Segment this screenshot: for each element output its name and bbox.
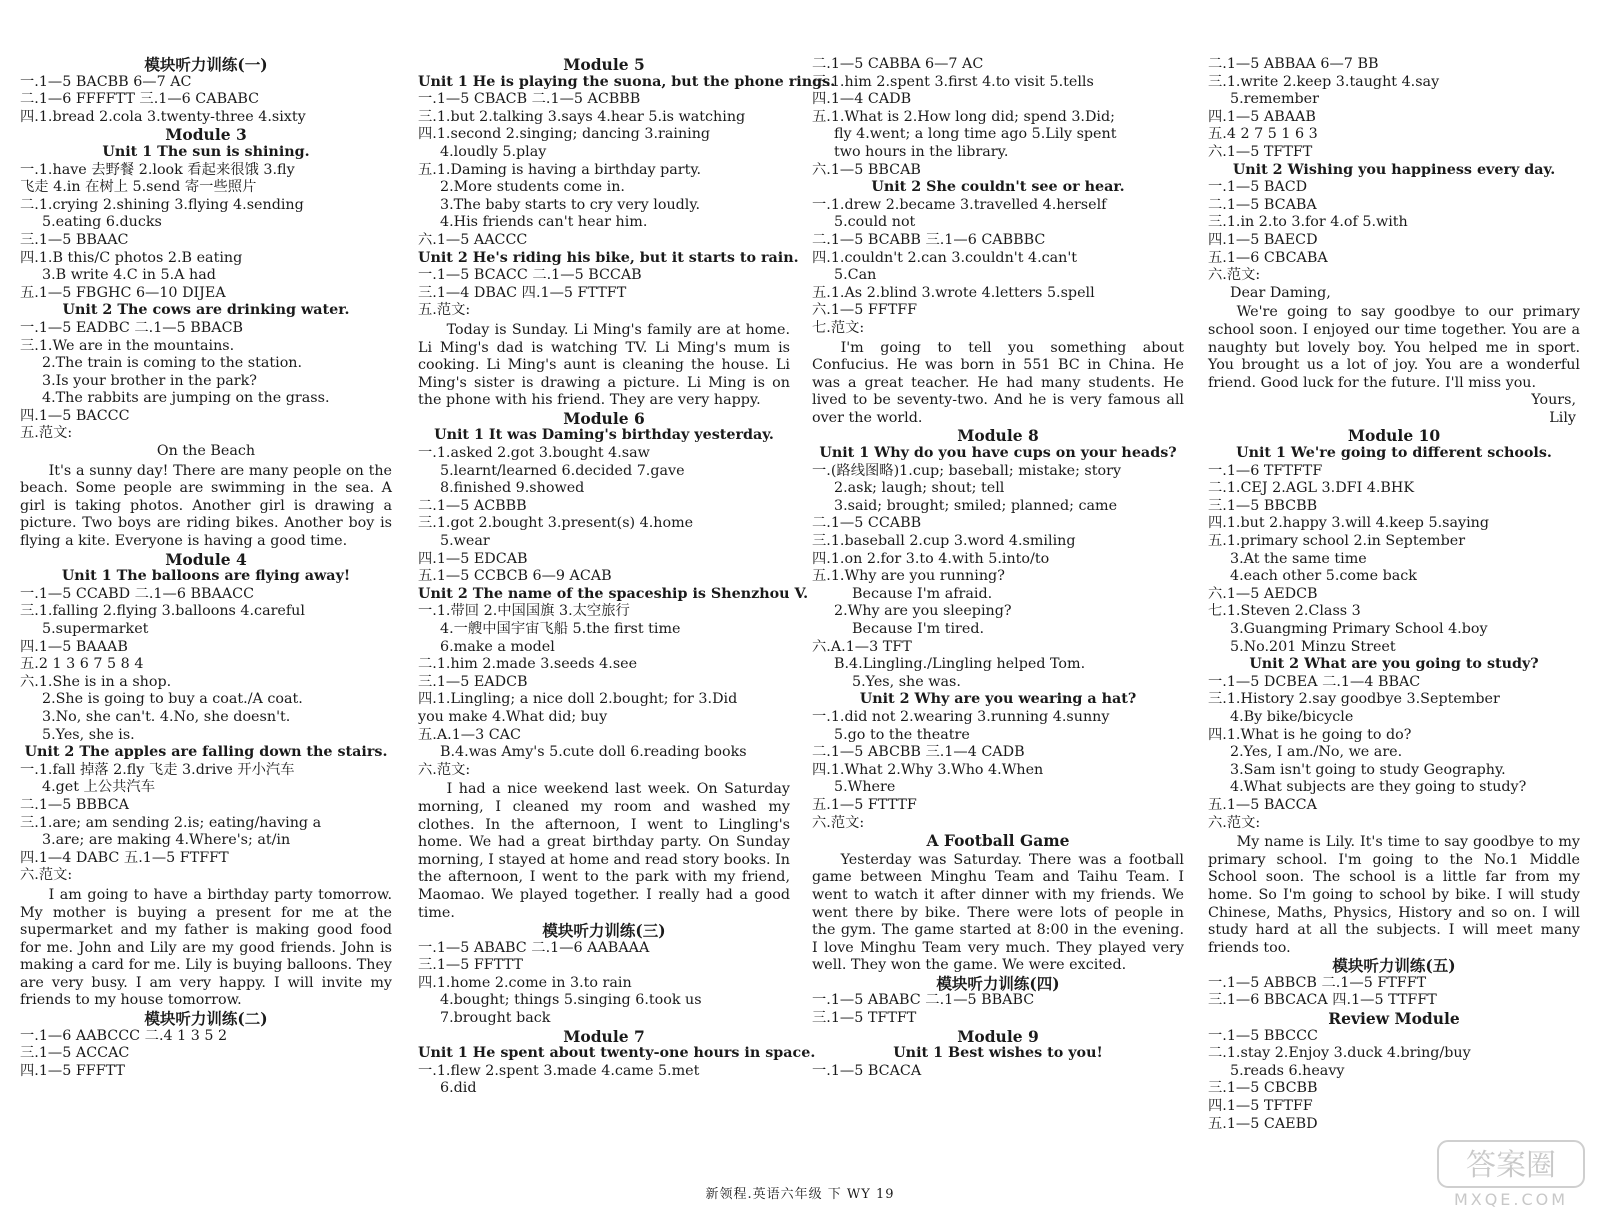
answer-line: 一.1—5 BACD <box>1208 179 1308 196</box>
answer-line: Because I'm afraid. <box>852 585 993 602</box>
essay-paragraph: We're going to say goodbye to our primary school soon. I enjoyed our time together. You are a naughty but lovely boy. You helped me in sport. You brought us a lot of joy. You are a wonderful friend. Good luck for the future. I'll miss you. <box>1208 304 1580 391</box>
answer-line: 三.1—6 BBCACA 四.1—5 TTFFT <box>1208 992 1437 1009</box>
answer-line: 3.The baby starts to cry very loudly. <box>440 196 701 213</box>
answer-line: 5.reads 6.heavy <box>1230 1062 1345 1079</box>
essay-paragraph: I am going to have a birthday party tomorrow. My mother is buying a present for me at the supermarket and my father is making good food for me. John and Lily are my good friends. John is making a card for me. Lily is buying balloons. They are very busy. I am very happy. I will invite my friends to my house tomorrow. <box>20 886 392 1009</box>
section-heading: 模块听力训练(三) <box>542 921 666 941</box>
answer-line: 一.1.asked 2.got 3.bought 4.saw <box>418 445 650 462</box>
page-footer: 新领程.英语六年级 下 WY 19 <box>705 1187 895 1202</box>
column-2 <box>418 55 836 1098</box>
answer-line: 5.Yes, she is. <box>42 726 135 743</box>
essay-paragraph: My name is Lily. It's time to say goodbye to my primary school. I'm going to the No.1 Middle School soon. The school is a little far from my home. So I'm going to school by bike. I will study Chinese, Maths, Physics, History and so on. I will study hard at all the subjects. I will meet many friends too. <box>1208 834 1580 956</box>
answer-line: 四.1.Lingling; a nice doll 2.bought; for 3.Did <box>418 691 738 708</box>
watermark-logo <box>1436 1139 1586 1209</box>
answer-line: 三.1.baseball 2.cup 3.word 4.smiling <box>812 533 1076 550</box>
answer-line: 六.范文: <box>812 814 865 831</box>
answer-line: 三.1—5 BBCBB <box>1208 497 1318 514</box>
section-heading: 模块听力训练(五) <box>1332 956 1456 976</box>
answer-line: 二.1—5 ABBAA 6—7 BB <box>1208 56 1379 72</box>
answer-line: 四.1—5 BAECD <box>1208 231 1318 248</box>
section-heading: 模块听力训练(二) <box>144 1009 268 1029</box>
answer-line: 一.1.drew 2.became 3.travelled 4.herself <box>812 196 1107 213</box>
answer-line: 一.1—5 EADBC 二.1—5 BBACB <box>20 319 244 336</box>
answer-line: 5.could not <box>834 214 916 231</box>
answer-line: 5.Where <box>834 779 896 796</box>
answer-line: 3.Guangming Primary School 4.boy <box>1230 621 1488 637</box>
answer-line: 二.1—5 CCABB <box>812 515 922 532</box>
answer-line: 一.1—5 BBCCC <box>1208 1027 1318 1044</box>
answer-line: 5.go to the theatre <box>834 726 970 743</box>
unit-heading: Unit 2 She couldn't see or hear. <box>871 179 1125 196</box>
answer-line: 六.范文: <box>418 761 471 778</box>
answer-line: 三.1.in 2.to 3.for 4.of 5.with <box>1208 214 1408 231</box>
answer-line: 三.1—5 BBAAC <box>20 231 129 248</box>
section-heading: 模块听力训练(四) <box>936 973 1060 993</box>
answer-line: 五.1—5 CAEBD <box>1208 1115 1318 1132</box>
answer-line: 三.1.falling 2.flying 3.balloons 4.careful <box>20 603 305 620</box>
answer-line: 五.4 2 7 5 1 6 3 <box>1208 126 1318 143</box>
unit-heading: Unit 2 He's riding his bike, but it starts to rain. <box>418 249 799 266</box>
answer-line: 二.1—6 FFFFTT 三.1—6 CABABC <box>20 91 260 108</box>
unit-heading: Unit 2 The apples are falling down the stairs. <box>24 744 388 761</box>
answer-line: 3.At the same time <box>1230 550 1367 567</box>
answer-line: 一.1.have 去野餐 2.look 看起来很饿 3.fly <box>20 161 295 178</box>
answer-line: 二.1.stay 2.Enjoy 3.duck 4.bring/buy <box>1208 1045 1471 1062</box>
answer-line: 三.1.History 2.say goodbye 3.September <box>1208 691 1500 708</box>
answer-line: 四.1—5 FFFTT <box>20 1062 125 1079</box>
unit-heading: Unit 1 Best wishes to you! <box>893 1045 1103 1062</box>
answer-line: 一.1—5 ABABC 二.1—5 BBABC <box>812 992 1035 1009</box>
answer-line: 2.She is going to buy a coat./A coat. <box>42 691 303 708</box>
column-1 <box>20 56 392 1080</box>
section-heading: Module 7 <box>563 1026 645 1046</box>
answer-line: you make 4.What did; buy <box>418 708 608 725</box>
answer-line: 四.1.couldn't 2.can 3.couldn't 4.can't <box>812 249 1078 266</box>
answer-line: 五.范文: <box>20 425 73 442</box>
answer-line: 3.B write 4.C in 5.A had <box>42 267 216 284</box>
answer-line: 2.Why are you sleeping? <box>834 603 1012 620</box>
answer-line: 四.1—5 EDCAB <box>418 550 528 567</box>
answer-line: 2.ask; laugh; shout; tell <box>834 480 1005 497</box>
answer-line: 四.1.home 2.come in 3.to rain <box>418 974 632 991</box>
answer-line: 一.1—5 BCACC 二.1—5 BCCAB <box>418 267 642 284</box>
answer-line: 2.The train is coming to the station. <box>42 355 303 372</box>
watermark-text: 答案圈 <box>1466 1148 1556 1183</box>
answer-line: 五.1—6 CBCABA <box>1208 249 1328 266</box>
answer-line: 二.1.crying 2.shining 3.flying 4.sending <box>20 196 304 213</box>
answer-line: 二.1—5 BCABA <box>1208 196 1317 213</box>
answer-line: 三.1—5 ACCAC <box>20 1045 130 1062</box>
answer-line: two hours in the library. <box>834 143 1009 160</box>
answer-line: 6.make a model <box>440 638 555 655</box>
essay-paragraph: I'm going to tell you something about Confucius. He was born in 551 BC in China. He was a great teacher. He had many students. He lived to be seventy-two. And he is very famous all over the world. <box>812 339 1184 426</box>
answer-line: 4.The rabbits are jumping on the grass. <box>42 390 330 407</box>
column-4 <box>1208 56 1580 1133</box>
answer-line: 五.2 1 3 6 7 5 8 4 <box>20 656 144 673</box>
answer-line: Yours, <box>1531 392 1576 409</box>
answer-line: 七.1.Steven 2.Class 3 <box>1208 603 1361 620</box>
answer-line: 五.1—5 FTTTF <box>812 796 917 813</box>
answer-line: 3.are; are making 4.Where's; at/in <box>42 832 291 849</box>
watermark-url: MXQE.COM <box>1453 1190 1569 1209</box>
answer-line: 六.范文: <box>20 867 73 884</box>
section-heading: Module 5 <box>563 55 645 74</box>
answer-line: 五.1.Daming is having a birthday party. <box>418 161 702 178</box>
answer-line: 六.1—5 AACCC <box>418 231 528 248</box>
unit-heading: Unit 1 Why do you have cups on your heads? <box>819 445 1177 462</box>
answer-line: 二.1—5 CABBA 6—7 AC <box>812 56 984 72</box>
unit-heading: Unit 1 It was Daming's birthday yesterday. <box>434 427 774 444</box>
answer-line: 三.1—5 CBCBB <box>1208 1080 1318 1097</box>
column-3 <box>812 56 1184 1080</box>
answer-line: 五.1.What is 2.How long did; spend 3.Did; <box>812 108 1115 125</box>
answer-line: 8.finished 9.showed <box>440 480 585 497</box>
answer-line: 三.1.got 2.bought 3.present(s) 4.home <box>418 515 694 532</box>
answer-line: 五.1.primary school 2.in September <box>1208 533 1466 550</box>
answer-line: 五.1.Why are you running? <box>812 568 1005 585</box>
section-heading: Module 6 <box>563 408 645 428</box>
answer-line: 六.1—5 TFTFT <box>1208 143 1313 160</box>
answer-line: 四.1.B this/C photos 2.B eating <box>20 249 243 266</box>
answer-line: 四.1.What 2.Why 3.Who 4.When <box>812 761 1044 778</box>
unit-heading: Unit 2 Wishing you happiness every day. <box>1232 161 1556 178</box>
answer-line: Lily <box>1549 409 1576 426</box>
answer-line: 6.did <box>440 1080 477 1097</box>
answer-line: 5.supermarket <box>42 621 149 637</box>
answer-line: 7.brought back <box>440 1010 551 1027</box>
section-heading: Module 9 <box>957 1026 1039 1046</box>
answer-line: 4.His friends can't hear him. <box>440 214 648 231</box>
answer-line: 三.1.but 2.talking 3.says 4.hear 5.is watching <box>418 108 746 125</box>
answer-line: 三.1.We are in the mountains. <box>20 337 235 354</box>
answer-line: 四.1.on 2.for 3.to 4.with 5.into/to <box>812 550 1050 567</box>
section-heading: Module 10 <box>1347 426 1441 446</box>
answer-line: 一.1—5 ABBCB 二.1—5 FTFFT <box>1208 974 1427 991</box>
answer-line: 3.Is your brother in the park? <box>42 372 257 389</box>
answer-line: 5.No.201 Minzu Street <box>1230 638 1396 655</box>
answer-line: 四.1.bread 2.cola 3.twenty-three 4.sixty <box>20 108 306 125</box>
answer-line: 二.1—5 BBBCA <box>20 796 129 813</box>
answer-line: 四.1—5 BAAAB <box>20 638 128 655</box>
answer-line: 六.范文: <box>1208 267 1261 284</box>
answer-line: 五.1.As 2.blind 3.wrote 4.letters 5.spell <box>812 284 1095 301</box>
answer-line: 五.范文: <box>418 302 471 319</box>
answer-line: 一.1—6 TFTFTF <box>1208 462 1323 479</box>
answer-line: 一.1.flew 2.spent 3.made 4.came 5.met <box>418 1062 700 1079</box>
answer-line: 5.eating 6.ducks <box>42 214 162 231</box>
answer-line: 三.1—5 FFTTT <box>418 957 523 974</box>
unit-heading: Unit 1 He spent about twenty-one hours in space. <box>418 1045 816 1062</box>
answer-line: 六.A.1—3 TFT <box>812 638 912 655</box>
answer-line: 七.范文: <box>812 319 865 336</box>
answer-line: 三.1—5 TFTFT <box>812 1010 917 1027</box>
answer-line: 二.1—5 ACBBB <box>418 497 527 514</box>
answer-line: 一.1—5 BCACA <box>812 1062 922 1079</box>
answer-line: 五.1—5 FBGHC 6—10 DIJEA <box>20 284 226 301</box>
answer-line: 4.By bike/bicycle <box>1230 708 1354 725</box>
section-heading: 模块听力训练(一) <box>144 55 268 74</box>
answer-line: 一.1.fall 掉落 2.fly 飞走 3.drive 开小汽车 <box>20 761 295 778</box>
answer-line: 三.1.him 2.spent 3.first 4.to visit 5.tells <box>812 73 1094 90</box>
answer-line: 一.1—5 CCABD 二.1—6 BBAACC <box>20 585 255 602</box>
answer-line: 四.1.but 2.happy 3.will 4.keep 5.saying <box>1208 515 1490 532</box>
answer-line: B.4.Lingling./Lingling helped Tom. <box>834 656 1086 673</box>
unit-heading: Unit 1 The balloons are flying away! <box>61 568 351 585</box>
unit-heading: Unit 2 The name of the spaceship is Shenzhou V. <box>418 585 809 602</box>
answer-line: 三.1.are; am sending 2.is; eating/having a <box>20 814 322 831</box>
answer-line: 5.remember <box>1230 91 1319 108</box>
answer-line: 六.1.She is in a shop. <box>20 673 172 690</box>
answer-line: 四.1—5 BACCC <box>20 407 130 424</box>
answer-line: 一.1—5 BACBB 6—7 AC <box>20 73 192 90</box>
answer-line: 一.1—5 DCBEA 二.1—4 BBAC <box>1208 673 1421 690</box>
answer-line: 一.1—5 CBACB 二.1—5 ACBBB <box>418 91 641 108</box>
answer-line: 一.1.带回 2.中国国旗 3.太空旅行 <box>418 603 630 620</box>
answer-line: Dear Daming, <box>1230 284 1331 301</box>
unit-heading: Unit 1 The sun is shining. <box>102 143 310 160</box>
answer-line: 六.范文: <box>1208 814 1261 831</box>
answer-line: On the Beach <box>156 443 256 460</box>
answer-line: 二.1.him 2.made 3.seeds 4.see <box>418 656 638 673</box>
answer-line: 三.1.write 2.keep 3.taught 4.say <box>1208 73 1440 90</box>
answer-line: 四.1—4 CADB <box>812 91 912 108</box>
answer-line: 5.wear <box>440 533 490 550</box>
answer-line: 2.More students come in. <box>440 179 625 196</box>
answer-line: 4.bought; things 5.singing 6.took us <box>440 992 702 1009</box>
unit-heading: Unit 1 He is playing the suona, but the phone rings. <box>418 73 836 90</box>
essay-paragraph: I had a nice weekend last week. On Saturday morning, I cleaned my room and washed my clothes. In the afternoon, I went to Lingling's home. We had a great birthday party. On Sunday morning, I stayed at home and read story books. In the afternoon, I went to the park with my friend, Maomao. We played together. I really had a good time. <box>418 781 790 921</box>
unit-heading: Unit 1 We're going to different schools. <box>1236 445 1552 462</box>
answer-line: 4.一艘中国宇宙飞船 5.the first time <box>440 621 681 637</box>
answer-line: 2.Yes, I am./No, we are. <box>1230 744 1403 761</box>
unit-heading: Unit 2 Why are you wearing a hat? <box>859 691 1137 708</box>
answer-line: 四.1—5 TFTFF <box>1208 1098 1313 1115</box>
unit-heading: Unit 2 What are you going to study? <box>1249 656 1539 673</box>
answer-line: 三.1—4 DBAC 四.1—5 FTTFT <box>418 284 627 301</box>
answer-line: 一.(路线图略)1.cup; baseball; mistake; story <box>812 462 1122 479</box>
answer-line: B.4.was Amy's 5.cute doll 6.reading books <box>440 744 747 761</box>
section-heading: Review Module <box>1328 1009 1460 1029</box>
answer-line: 4.loudly 5.play <box>440 143 547 160</box>
answer-line: 5.learnt/learned 6.decided 7.gave <box>440 462 685 479</box>
answer-line: 3.Sam isn't going to study Geography. <box>1230 761 1506 778</box>
answer-line: 3.said; brought; smiled; planned; came <box>834 497 1118 514</box>
answer-line: 一.1—5 ABABC 二.1—6 AABAAA <box>418 939 650 956</box>
answer-line: 四.1—5 ABAAB <box>1208 108 1316 125</box>
answer-line: 六.1—5 FFTFF <box>812 302 918 319</box>
answer-line: 五.A.1—3 CAC <box>418 726 521 743</box>
answer-line: Because I'm tired. <box>852 621 985 637</box>
answer-line: 3.No, she can't. 4.No, she doesn't. <box>42 708 291 725</box>
answer-line: fly 4.went; a long time ago 5.Lily spent <box>834 126 1117 143</box>
answer-line: 5.Can <box>834 267 877 284</box>
answer-line: 4.each other 5.come back <box>1230 568 1417 585</box>
answer-line: 二.1—5 ABCBB 三.1—4 CADB <box>812 744 1025 761</box>
section-heading: A Football Game <box>926 831 1070 851</box>
answer-line: 四.1—4 DABC 五.1—5 FTFFT <box>20 849 229 866</box>
answer-line: 4.get 上公共汽车 <box>42 779 156 796</box>
answer-line: 四.1.What is he going to do? <box>1208 726 1412 743</box>
answer-line: 一.1—6 AABCCC 二.4 1 3 5 2 <box>20 1027 228 1044</box>
answer-line: 三.1—5 EADCB <box>418 673 528 690</box>
answer-line: 一.1.did not 2.wearing 3.running 4.sunny <box>812 708 1110 725</box>
answer-line: 六.1—5 AEDCB <box>1208 585 1318 602</box>
answer-line: 二.1—5 BCABB 三.1—6 CABBBC <box>812 231 1046 248</box>
answer-line: 飞走 4.in 在树上 5.send 寄一些照片 <box>20 179 257 196</box>
answer-line: 二.1.CEJ 2.AGL 3.DFI 4.BHK <box>1208 480 1415 497</box>
essay-paragraph: Yesterday was Saturday. There was a football game between Minghu Team and Taihu Team. I went to watch it after dinner with my friends. We went there by bike. There were lots of people in the gym. The game started at 8:00 in the evening. I love Minghu Team very much. They played very well. They won the game. We were excited. <box>812 851 1184 974</box>
answer-line: 五.1—5 CCBCB 6—9 ACAB <box>418 568 612 585</box>
unit-heading: Unit 2 The cows are drinking water. <box>62 302 350 319</box>
section-heading: Module 8 <box>957 426 1039 446</box>
answer-line: 4.What subjects are they going to study? <box>1230 779 1527 796</box>
answer-line: 四.1.second 2.singing; dancing 3.raining <box>418 126 711 143</box>
answer-line: 六.1—5 BBCAB <box>812 161 921 178</box>
answer-line: 5.Yes, she was. <box>852 673 961 690</box>
answer-line: 五.1—5 BACCA <box>1208 796 1317 813</box>
section-heading: Module 4 <box>165 549 247 569</box>
essay-paragraph: Today is Sunday. Li Ming's family are at home. Li Ming's dad is watching TV. Li Ming's mum is cooking. Li Ming's aunt is cleaning the house. Li Ming's sister is drawing a picture. Li Ming is on the phone with his friend. They are very happy. <box>418 321 790 409</box>
section-heading: Module 3 <box>165 125 247 145</box>
essay-paragraph: It's a sunny day! There are many people on the beach. Some people are swimming in the sea. A girl is taking photos. Another girl is drawing a picture. Two boys are riding bikes. Another boy is flying a kite. Everyone is having a good time. <box>20 462 392 550</box>
